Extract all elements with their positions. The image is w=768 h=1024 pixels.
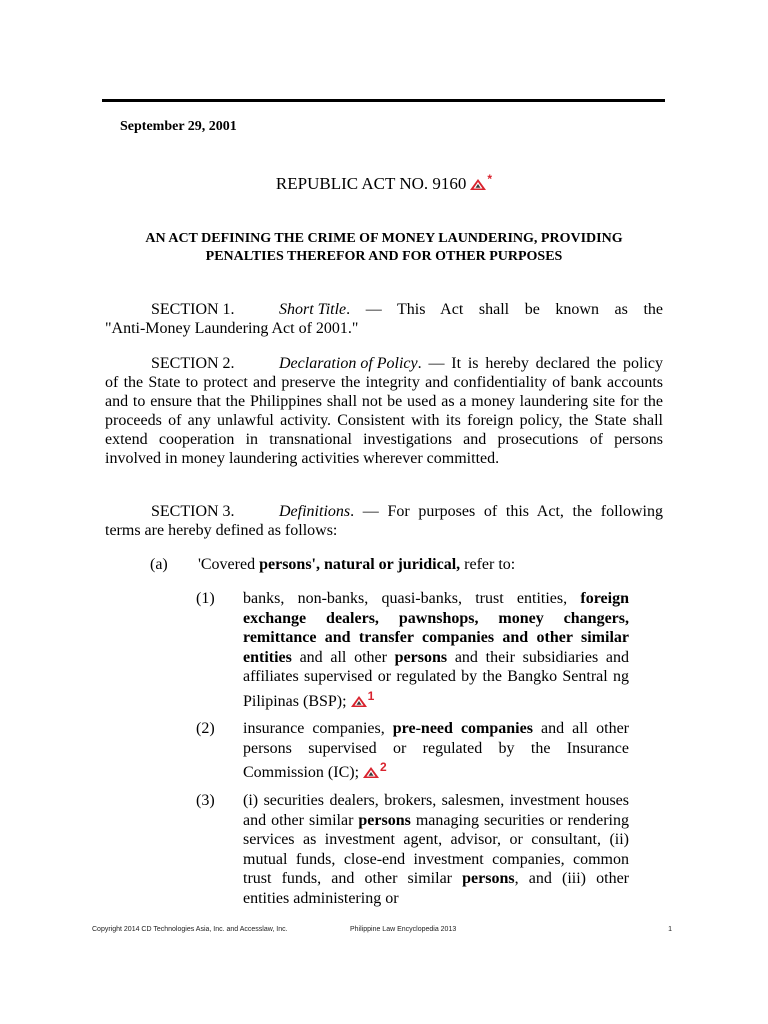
definition-item-2	[196, 719, 629, 783]
cd-asia-logo-icon	[363, 767, 379, 778]
section-1-heading: Short Title	[279, 301, 347, 318]
item-3-text-2: managing securities or rendering services as investment agent, advisor, or consultant, (ii) mutual funds, close-end investment companies, common trust funds, and other similar	[243, 811, 629, 887]
act-title-text: REPUBLIC ACT NO. 9160	[275, 174, 467, 193]
section-3	[105, 502, 663, 540]
item-2-bold-1: pre-need companies	[392, 720, 533, 737]
footnote-marker-2[interactable]	[363, 758, 387, 783]
footnote-marker-title[interactable]	[470, 172, 492, 194]
section-2-label: SECTION 2.	[151, 355, 235, 372]
footnote-marker-label: *	[487, 172, 493, 186]
definition-a-label: (a)	[150, 556, 168, 573]
section-2-first-line	[105, 354, 663, 373]
footnote-marker-1[interactable]	[351, 687, 375, 712]
definition-a	[150, 555, 515, 574]
section-2-heading: Declaration of Policy	[279, 355, 418, 372]
footer-copyright: Copyright 2014 CD Technologies Asia, Inc. and Accesslaw, Inc.	[92, 926, 288, 933]
definition-a-text-1: 'Covered	[198, 556, 260, 573]
section-1-text-a: . — This Act shall be known as the	[346, 301, 663, 318]
section-1-first-line	[105, 300, 663, 319]
item-2-body	[243, 719, 629, 783]
item-1-text-1: banks, non-banks, quasi-banks, trust entities,	[243, 590, 581, 607]
section-1-label: SECTION 1.	[151, 301, 235, 318]
item-2-text-1: insurance companies,	[243, 720, 393, 737]
header-rule	[102, 99, 665, 102]
subtitle-line-2: PENALTIES THEREFOR AND FOR OTHER PURPOSES	[205, 249, 563, 264]
subtitle-line-1: AN ACT DEFINING THE CRIME OF MONEY LAUNDERING, PROVIDING	[145, 231, 623, 246]
item-1-text-3: and their subsidiaries and affiliates supervised or regulated by the Bangko Sentral ng Pilipinas (BSP);	[243, 648, 629, 710]
page-number: 1	[668, 926, 672, 933]
footnote-marker-2-label: 2	[380, 760, 387, 774]
item-2-number: (2)	[196, 720, 215, 737]
cd-asia-logo-icon	[470, 179, 486, 190]
definition-a-text-3: refer to:	[460, 556, 516, 573]
item-3-body	[243, 791, 629, 908]
section-2	[105, 354, 663, 468]
definition-item-1	[196, 589, 629, 711]
item-3-number: (3)	[196, 792, 215, 809]
item-1-body	[243, 589, 629, 711]
item-2-text-2: and all other persons supervised or regulated by the Insurance Commission (IC);	[243, 720, 630, 781]
item-3-text-3: , and (iii) other entities administering or	[243, 870, 629, 907]
item-1-number: (1)	[196, 590, 215, 607]
section-1-text-b: "Anti-Money Laundering Act of 2001."	[105, 320, 359, 337]
section-3-first-line	[105, 502, 663, 521]
cd-asia-logo-icon	[351, 696, 367, 707]
act-title	[0, 172, 768, 194]
section-3-heading: Definitions	[279, 503, 351, 520]
definition-item-3	[196, 791, 629, 908]
section-1	[105, 300, 663, 338]
footer-encyclopedia: Philippine Law Encyclopedia 2013	[350, 926, 457, 933]
definition-a-bold: persons', natural or juridical,	[259, 556, 461, 573]
item-3-bold-1: persons	[358, 811, 411, 829]
section-3-text-a: . — For purposes of this Act, the following	[350, 503, 663, 520]
footnote-marker-1-label: 1	[367, 688, 375, 703]
item-1-bold-1: foreign exchange dealers, pawnshops, money changers, remittance and transfer companies and other similar entities	[243, 590, 629, 666]
item-1-text-2: and all other	[291, 648, 395, 666]
item-3-bold-2: persons	[462, 870, 515, 887]
section-3-label: SECTION 3.	[151, 503, 235, 520]
document-date: September 29, 2001	[120, 119, 237, 134]
item-1-bold-2: persons	[394, 648, 448, 666]
section-2-text-a: . — It is hereby declared the policy	[417, 355, 663, 372]
section-2-text-b: of the State to protect and preserve the integrity and confidentiality of bank accounts and to ensure that the Philippines shall not be used as a money laundering site for the proceeds of any unlawful activity. Consistent with its foreign policy, the State shall extend cooperation in transnational investigations and prosecutions of persons involved in money laundering activities wherever committed.	[105, 374, 663, 467]
section-3-text-b: terms are hereby defined as follows:	[105, 522, 338, 539]
act-subtitle	[100, 230, 668, 266]
item-3-text-1: (i) securities dealers, brokers, salesmen, investment houses and other similar	[243, 792, 629, 829]
